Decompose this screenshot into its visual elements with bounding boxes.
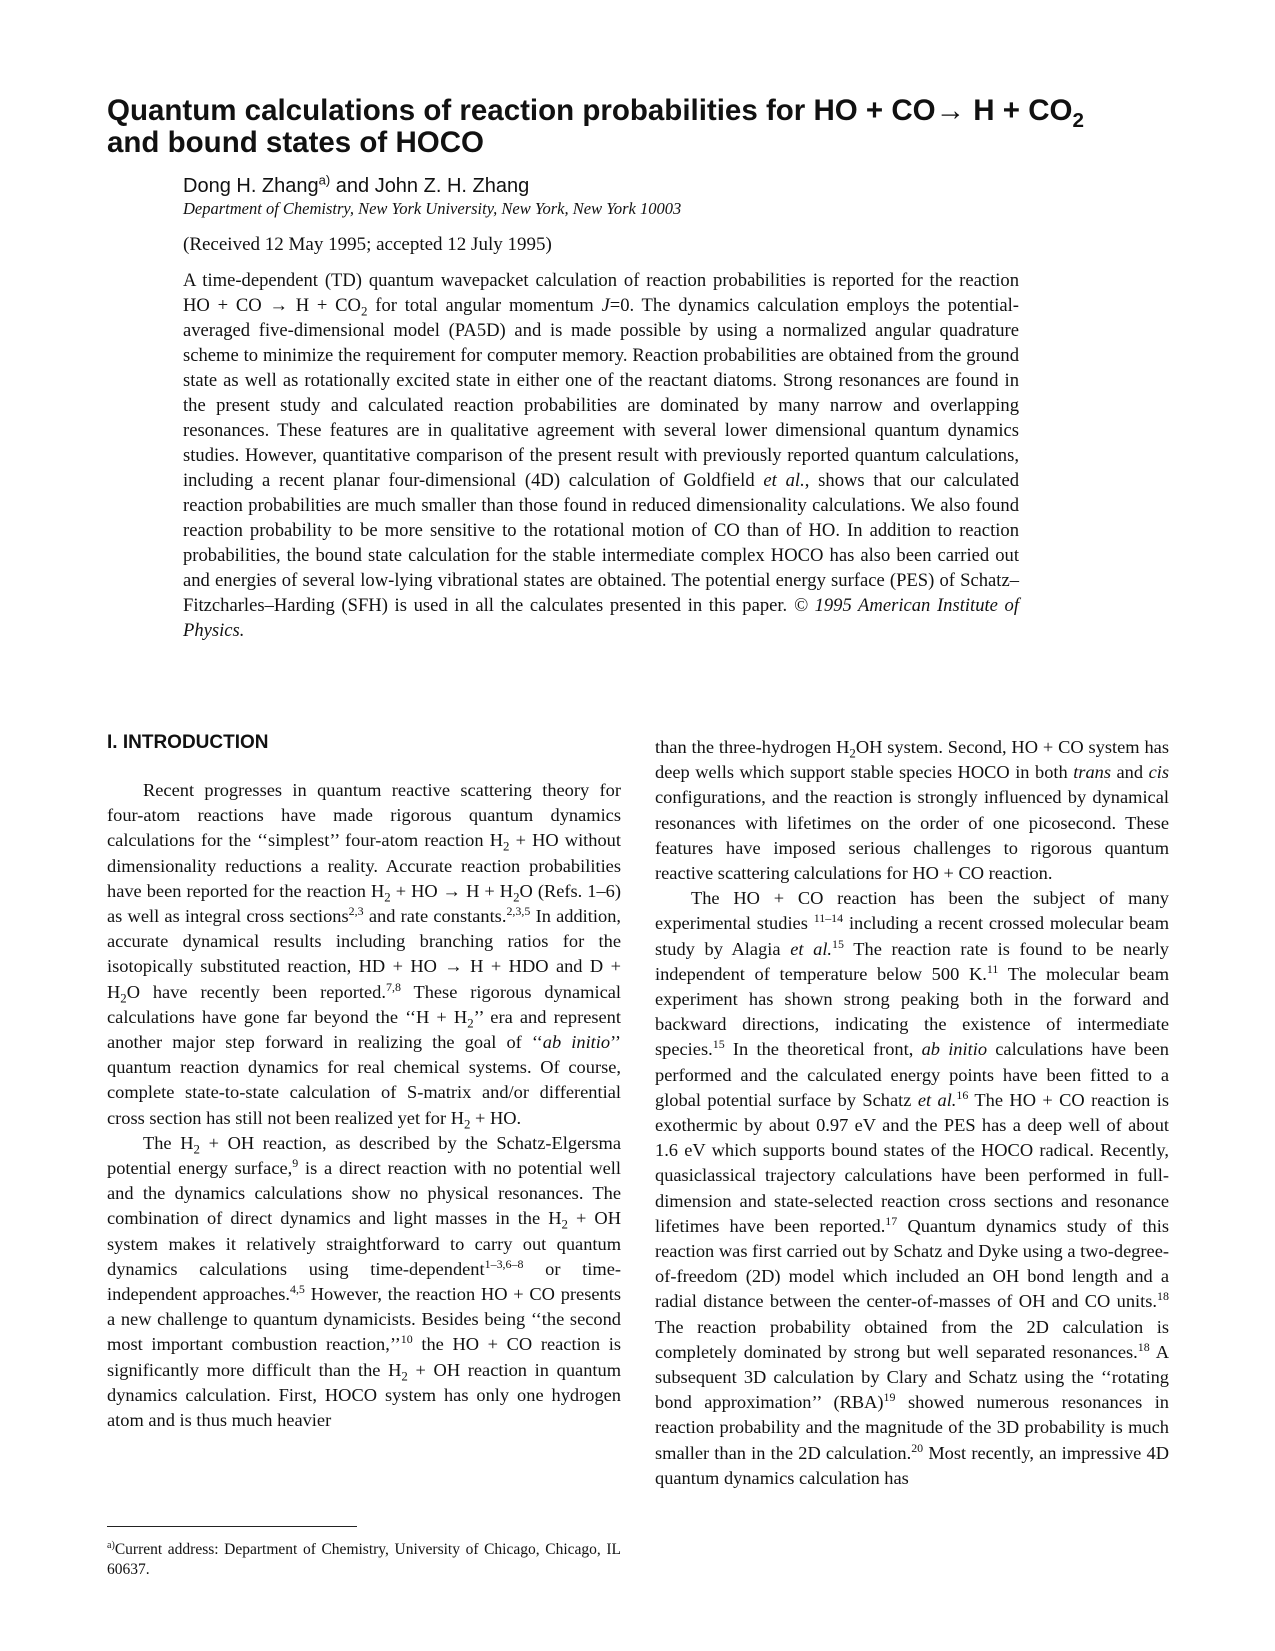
citation: 4,5 <box>289 1281 305 1296</box>
abstract: A time-dependent (TD) quantum wavepacket calculation of reaction probabilities is reported for the reaction HO + CO → $H + CO_2$ for total angular momentum J=0. The dynamics calculation employs the potential-averaged five-dimensional model (PA5D) and is made possible by using a normalized angular quadrature scheme to minimize the requirement for computer memory. Reaction probabilities are obtained from the ground state as well as rotationally excited state in either one of the reactant diatoms. Strong resonances are found in the present study and calculated reaction probabilities are dominated by many narrow and overlapping resonances. These features are in qualitative agreement with several lower dimensional quantum dynamics studies. However, quantitative comparison of the present result with previously reported quantum calculations, including a recent planar four-dimensional (4D) calculation of Goldfield et al., shows that our calculated reaction probabilities are much smaller than those found in reduced dimensionality calculations. We also found reaction probability to be more sensitive to the rotational motion of CO than of HO. In addition to reaction probabilities, the bound state calculation for the stable intermediate complex HOCO has also been carried out and energies of several low-lying vibrational states are obtained. The potential energy surface (PES) of Schatz–Fitzcharles–Harding (SFH) is used in all the calculates presented in this paper. © 1995 American Institute of Physics. <box>183 270 1019 641</box>
footnote-marker: a) <box>107 1539 115 1551</box>
paragraph: The HO + CO reaction has been the subject of many experimental studies $^{11-14}$ including a recent crossed molecular beam study by Alagia et al.$^{15}$ The reaction rate is found to be nearly independent of temperature below 500 K.$^{11}$ The molecular beam experiment has shown strong peaking both in the forward and backward directions, indicating the existence of intermediate species.$^{15}$ In the theoretical front, ab initio calculations have been performed and the calculated energy points have been fitted to a global potential surface by Schatz et al.$^{16}$ The HO + CO reaction is exothermic by about 0.97 eV and the PES has a deep well of about 1.6 eV which supports bound states of the HOCO radical. Recently, quasiclassical trajectory calculations have been performed in full-dimension and state-selected reaction cross sections and resonance lifetimes have been reported.$^{17}$ Quantum dynamics study of this reaction was first carried out by Schatz and Dyke using a two-degree-of-freedom (2D) model which included an OH bond length and a radial distance between the center-of-masses of OH and CO units.$^{18}$ The reaction probability obtained from the 2D calculation is completely dominated by strong but well separated resonances.$^{18}$ A subsequent 3D calculation by Clary and Schatz using the ‘‘rotating bond approximation’’ (RBA)$^{19}$ showed numerous resonances in reaction probability and the magnitude of the 3D probability is much smaller than in the 2D calculation.$^{20}$ Most recently, an impressive 4D quantum dynamics calculation has <box>655 888 1169 1488</box>
title-line2: and bound states of HOCO <box>107 126 484 159</box>
citation: 2,3,5 <box>506 903 531 918</box>
citation: 19 <box>883 1390 896 1405</box>
paragraph: Recent progresses in quantum reactive scattering theory for four-atom reactions have made rigorous quantum dynamics calculations for the ‘‘simplest’’ four-atom reaction $H_2$ + HO without dimensionality reductions a reality. Accurate reaction probabilities have been reported for the reaction $H_2$ + HO → $H + H_2O$ (Refs. 1–6) as well as integral cross sections$^{2,3}$ and rate constants.$^{2,3,5}$ In addition, accurate dynamical results including branching ratios for the isotopically substituted reaction, HD + HO → H + HDO and $D + H_2O$ have recently been reported.$^{7,8}$ These rigorous dynamical calculations have gone far beyond the ‘‘$H + H_2$’’ era and represent another major step forward in realizing the goal of ‘‘ab initio’’ quantum reaction dynamics for real chemical systems. Of course, complete state-to-state calculation of S-matrix and/or differential cross section has still not been realized yet for $H_2$ + HO. <box>107 780 622 1132</box>
citation: 10 <box>400 1332 413 1347</box>
citation: 18 <box>1157 1289 1169 1304</box>
citation: 15 <box>832 936 844 951</box>
citation: 15 <box>712 1037 725 1052</box>
citation: 18 <box>1137 1339 1150 1354</box>
citation: 17 <box>885 1213 898 1228</box>
footnote: $^{a)}$Current address: Department of Chemistry, University of Chicago, Chicago, IL 60637. <box>107 1539 621 1578</box>
citation: 11–14 <box>813 911 844 926</box>
author-name: Dong H. Zhang <box>183 175 319 197</box>
right-column <box>655 735 1169 1491</box>
author-list: Dong H. Zhang$^{a)}$ and John Z. H. Zhang <box>183 172 530 197</box>
paragraph: than the three-hydrogen $H_2OH$ system. Second, HO + CO system has deep wells which support stable species HOCO in both trans and cis configurations, and the reaction is strongly influenced by dynamical resonances with lifetimes on the order of one picosecond. These features have imposed serious challenges to rigorous quantum reactive scattering calculations for HO + CO reaction. <box>655 737 1169 884</box>
citation: 11 <box>986 961 999 976</box>
received-dates: (Received 12 May 1995; accepted 12 July 1995) <box>183 234 552 255</box>
affiliation: Department of Chemistry, New York University, New York, New York 10003 <box>183 199 682 218</box>
paper-title <box>107 95 1187 159</box>
citation: 20 <box>911 1440 924 1455</box>
copyright-notice: © 1995 American Institute of Physics. <box>183 595 1019 641</box>
section-heading: I. INTRODUCTION <box>107 732 269 753</box>
author-name: John Z. H. Zhang <box>374 175 530 197</box>
citation: 7,8 <box>385 979 401 994</box>
footnote-divider <box>107 1526 357 1527</box>
citation: 16 <box>956 1087 969 1102</box>
paragraph: The $H_2$ + OH reaction, as described by the Schatz-Elgersma potential energy surface,$^9$ is a direct reaction with no potential well and the dynamics calculations show no physical resonances. The combination of direct dynamics and light masses in the $H_2$ + OH system makes it relatively straightforward to carry out quantum dynamics calculations using time-dependent$^{1-3,6-8}$ or time-independent approaches.$^{4,5}$ However, the reaction HO + CO presents a new challenge to quantum dynamicists. Besides being ‘‘the second most important combustion reaction,’’$^{10}$ the HO + CO reaction is significantly more difficult than the $H_2$ + OH reaction in quantum dynamics calculation. First, HOCO system has only one hydrogen atom and is thus much heavier <box>107 1132 621 1431</box>
footnote-marker: a) <box>318 172 331 188</box>
citation: 9 <box>292 1155 299 1170</box>
citation: 2,3 <box>348 903 364 918</box>
title-line1: Quantum calculations of reaction probabilities for HO + $CO\to H + CO_2$ <box>107 94 1084 132</box>
left-column <box>107 778 621 1433</box>
citation: 1–3,6–8 <box>484 1256 524 1271</box>
